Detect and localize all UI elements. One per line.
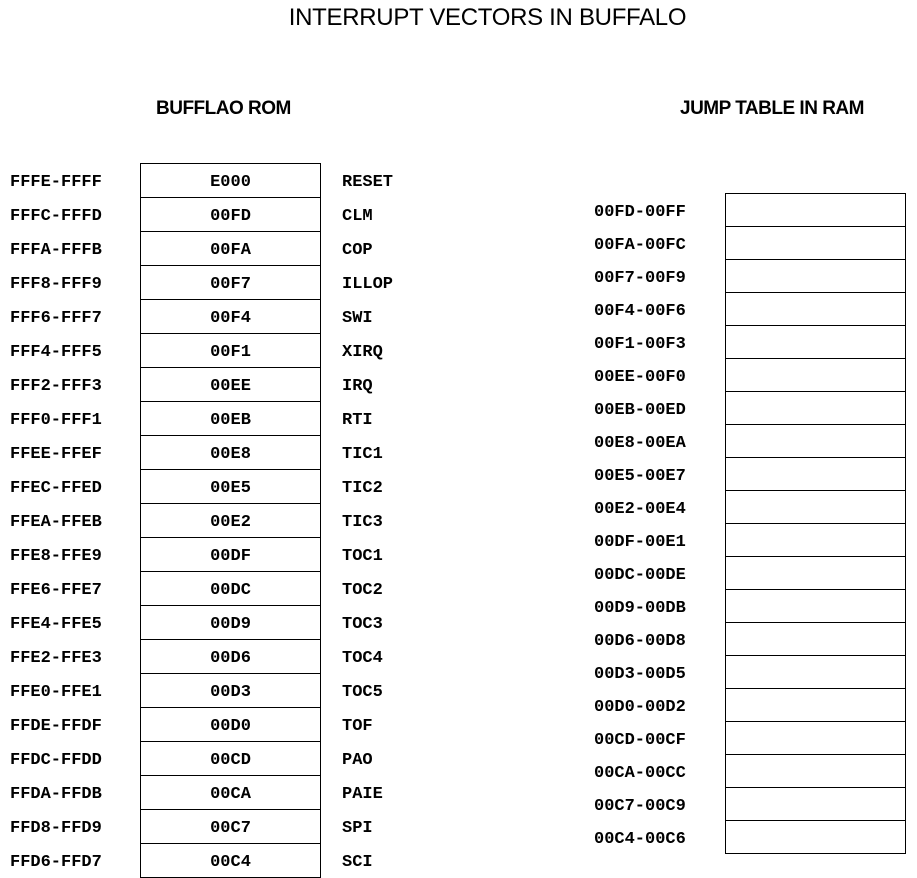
rom-row [10,674,542,708]
rom-row [10,402,542,436]
rom-address: FFFC-FFFD [10,207,102,226]
ram-address-range: 00E8-00EA [594,433,686,453]
rom-row [10,572,542,606]
rom-vector-value: E000 [141,164,321,198]
ram-jump-slot [726,821,906,854]
ram-jump-slot [726,590,906,623]
ram-jump-slot [726,689,906,722]
ram-jump-slot [726,458,906,491]
ram-row [594,458,906,491]
ram-address-range: 00D9-00DB [594,598,686,618]
rom-vector-value: 00D3 [141,674,321,708]
rom-address: FFE0-FFE1 [10,683,102,702]
ram-address-range: 00F1-00F3 [594,334,686,354]
rom-vector-table-body [10,164,542,878]
rom-row [10,232,542,266]
interrupt-name: PAIE [342,785,383,804]
ram-row [594,260,906,293]
ram-jump-table-body [594,194,906,854]
rom-address: FFF6-FFF7 [10,309,102,328]
rom-address: FFEA-FFEB [10,513,102,532]
interrupt-name: SWI [342,309,373,328]
rom-vector-table [10,163,542,878]
rom-address: FFE2-FFE3 [10,649,102,668]
rom-row [10,844,542,878]
rom-vector-value: 00C7 [141,810,321,844]
ram-jump-slot [726,260,906,293]
ram-row [594,623,906,656]
interrupt-name: TOC4 [342,649,383,668]
ram-row [594,590,906,623]
ram-address-range: 00E5-00E7 [594,466,686,486]
ram-address-range: 00D6-00D8 [594,631,686,651]
rom-vector-value: 00D6 [141,640,321,674]
ram-jump-table [594,193,906,854]
rom-address: FFF8-FFF9 [10,275,102,294]
rom-vector-value: 00CD [141,742,321,776]
rom-row [10,164,542,198]
ram-address-range: 00CA-00CC [594,763,686,783]
ram-row [594,821,906,854]
rom-vector-value: 00F1 [141,334,321,368]
rom-vector-value: 00FD [141,198,321,232]
ram-row [594,656,906,689]
ram-jump-slot [726,491,906,524]
interrupt-name: TIC3 [342,513,383,532]
ram-row [594,359,906,392]
ram-jump-slot [726,326,906,359]
rom-address: FFE4-FFE5 [10,615,102,634]
interrupt-name: TIC2 [342,479,383,498]
ram-row [594,557,906,590]
rom-vector-value: 00FA [141,232,321,266]
rom-vector-value: 00D0 [141,708,321,742]
interrupt-name: CLM [342,207,373,226]
rom-row [10,334,542,368]
ram-row [594,194,906,227]
rom-row [10,368,542,402]
ram-jump-slot [726,194,906,227]
ram-heading: JUMP TABLE IN RAM [680,98,864,119]
ram-row [594,788,906,821]
rom-vector-value: 00E2 [141,504,321,538]
ram-address-range: 00C7-00C9 [594,796,686,816]
rom-row [10,708,542,742]
ram-address-range: 00CD-00CF [594,730,686,750]
rom-address: FFEE-FFEF [10,445,102,464]
interrupt-name: TOC3 [342,615,383,634]
page-title: INTERRUPT VECTORS IN BUFFALO [288,4,687,31]
ram-row [594,392,906,425]
ram-jump-slot [726,557,906,590]
rom-vector-value: 00C4 [141,844,321,878]
interrupt-name: COP [342,241,373,260]
ram-jump-slot [726,425,906,458]
rom-address: FFE8-FFE9 [10,547,102,566]
rom-vector-value: 00DF [141,538,321,572]
rom-address: FFD8-FFD9 [10,819,102,838]
rom-vector-value: 00E5 [141,470,321,504]
rom-address: FFF4-FFF5 [10,343,102,362]
ram-row [594,722,906,755]
rom-vector-value: 00DC [141,572,321,606]
rom-address: FFFA-FFFB [10,241,102,260]
interrupt-name: SCI [342,853,373,872]
ram-address-range: 00D0-00D2 [594,697,686,717]
ram-jump-slot [726,755,906,788]
ram-address-range: 00C4-00C6 [594,829,686,849]
rom-vector-value: 00CA [141,776,321,810]
interrupt-name: IRQ [342,377,373,396]
rom-vector-value: 00D9 [141,606,321,640]
interrupt-name: RTI [342,411,373,430]
rom-address: FFEC-FFED [10,479,102,498]
interrupt-name: TOC2 [342,581,383,600]
rom-address: FFD6-FFD7 [10,853,102,872]
rom-vector-value: 00F7 [141,266,321,300]
ram-row [594,227,906,260]
interrupt-name: PAO [342,751,373,770]
ram-jump-slot [726,623,906,656]
ram-address-range: 00EB-00ED [594,400,686,420]
ram-jump-slot [726,293,906,326]
rom-vector-value: 00EE [141,368,321,402]
rom-address: FFF0-FFF1 [10,411,102,430]
rom-row [10,436,542,470]
rom-row [10,776,542,810]
ram-jump-slot [726,788,906,821]
ram-jump-slot [726,392,906,425]
rom-heading: BUFFLAO ROM [156,98,291,119]
ram-address-range: 00EE-00F0 [594,367,686,387]
rom-row [10,538,542,572]
ram-address-range: 00F7-00F9 [594,268,686,288]
rom-address: FFF2-FFF3 [10,377,102,396]
ram-row [594,524,906,557]
interrupt-name: TIC1 [342,445,383,464]
interrupt-name: XIRQ [342,343,383,362]
ram-row [594,755,906,788]
ram-address-range: 00F4-00F6 [594,301,686,321]
interrupt-name: ILLOP [342,275,394,294]
rom-vector-value: 00EB [141,402,321,436]
rom-address: FFFE-FFFF [10,173,102,192]
rom-address: FFE6-FFE7 [10,581,102,600]
ram-jump-slot [726,656,906,689]
ram-jump-slot [726,227,906,260]
rom-row [10,266,542,300]
rom-row [10,198,542,232]
ram-address-range: 00E2-00E4 [594,499,686,519]
interrupt-name: TOF [342,717,373,736]
ram-address-range: 00FD-00FF [594,202,686,222]
ram-row [594,491,906,524]
ram-address-range: 00D3-00D5 [594,664,686,684]
rom-row [10,606,542,640]
ram-address-range: 00DC-00DE [594,565,686,585]
ram-address-range: 00FA-00FC [594,235,686,255]
rom-address: FFDE-FFDF [10,717,102,736]
rom-row [10,810,542,844]
rom-address: FFDC-FFDD [10,751,102,770]
ram-jump-slot [726,359,906,392]
rom-row [10,504,542,538]
rom-row [10,470,542,504]
ram-row [594,689,906,722]
interrupt-name: SPI [342,819,373,838]
ram-jump-slot [726,722,906,755]
ram-row [594,425,906,458]
interrupt-name: RESET [342,173,394,192]
rom-address: FFDA-FFDB [10,785,102,804]
ram-address-range: 00DF-00E1 [594,532,686,552]
rom-vector-value: 00F4 [141,300,321,334]
rom-row [10,300,542,334]
ram-row [594,326,906,359]
ram-jump-slot [726,524,906,557]
rom-vector-value: 00E8 [141,436,321,470]
ram-row [594,293,906,326]
interrupt-name: TOC1 [342,547,383,566]
rom-row [10,742,542,776]
rom-row [10,640,542,674]
interrupt-name: TOC5 [342,683,383,702]
